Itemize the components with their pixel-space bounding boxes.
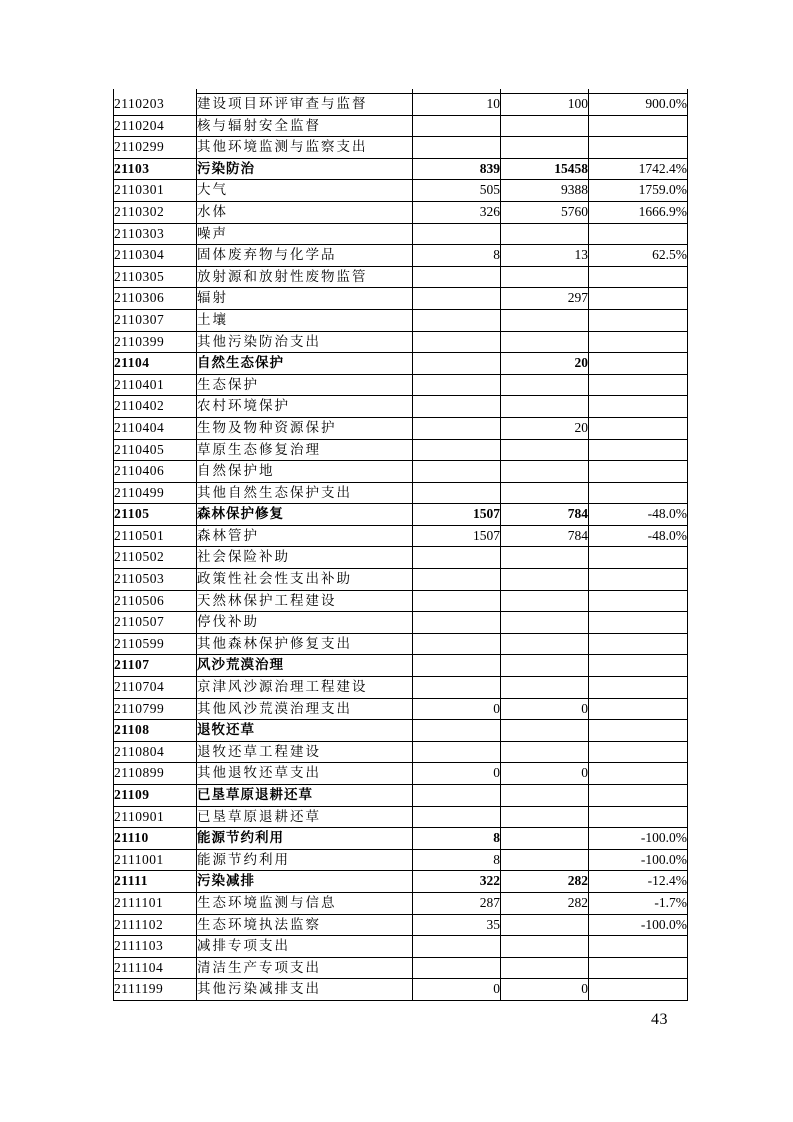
row-amount-prev bbox=[413, 396, 501, 418]
row-amount-prev bbox=[413, 785, 501, 807]
row-code: 2110799 bbox=[114, 698, 197, 720]
row-percent-change bbox=[589, 698, 688, 720]
page-number: 43 bbox=[651, 1011, 668, 1028]
row-percent-change: -48.0% bbox=[589, 525, 688, 547]
row-amount-curr bbox=[501, 223, 589, 245]
row-percent-change bbox=[589, 741, 688, 763]
row-amount-curr: 13 bbox=[501, 245, 589, 267]
row-category-name: 水体 bbox=[197, 201, 413, 223]
row-code: 2110507 bbox=[114, 612, 197, 634]
table-row bbox=[114, 655, 688, 677]
row-code: 2110404 bbox=[114, 417, 197, 439]
row-amount-curr: 100 bbox=[501, 94, 589, 116]
row-category-name: 自然保护地 bbox=[197, 461, 413, 483]
row-amount-curr bbox=[501, 633, 589, 655]
row-amount-prev: 326 bbox=[413, 201, 501, 223]
row-code: 21109 bbox=[114, 785, 197, 807]
row-category-name: 其他自然生态保护支出 bbox=[197, 482, 413, 504]
row-category-name: 已垦草原退耕还草 bbox=[197, 806, 413, 828]
row-percent-change bbox=[589, 353, 688, 375]
budget-table bbox=[113, 89, 688, 1001]
row-amount-curr bbox=[501, 590, 589, 612]
row-category-name: 生态环境监测与信息 bbox=[197, 892, 413, 914]
row-category-name: 已垦草原退耕还草 bbox=[197, 785, 413, 807]
table-row bbox=[114, 763, 688, 785]
row-amount-prev bbox=[413, 374, 501, 396]
row-amount-curr: 282 bbox=[501, 871, 589, 893]
table-row bbox=[114, 612, 688, 634]
row-amount-curr: 784 bbox=[501, 525, 589, 547]
row-code: 2110399 bbox=[114, 331, 197, 353]
row-percent-change bbox=[589, 763, 688, 785]
table-row bbox=[114, 288, 688, 310]
row-percent-change bbox=[589, 655, 688, 677]
row-code: 2110203 bbox=[114, 94, 197, 116]
row-amount-curr bbox=[501, 828, 589, 850]
row-amount-curr bbox=[501, 547, 589, 569]
row-category-name: 其他污染防治支出 bbox=[197, 331, 413, 353]
row-percent-change bbox=[589, 417, 688, 439]
table-row bbox=[114, 677, 688, 699]
table-row bbox=[114, 374, 688, 396]
row-amount-curr bbox=[501, 137, 589, 159]
table-row bbox=[114, 698, 688, 720]
row-category-name: 土壤 bbox=[197, 309, 413, 331]
row-percent-change: -100.0% bbox=[589, 914, 688, 936]
row-category-name: 生态保护 bbox=[197, 374, 413, 396]
row-category-name: 污染防治 bbox=[197, 158, 413, 180]
row-amount-curr: 0 bbox=[501, 763, 589, 785]
row-category-name: 草原生态修复治理 bbox=[197, 439, 413, 461]
row-category-name: 其他森林保护修复支出 bbox=[197, 633, 413, 655]
row-amount-prev: 1507 bbox=[413, 504, 501, 526]
row-amount-prev bbox=[413, 309, 501, 331]
row-code: 21111 bbox=[114, 871, 197, 893]
table-row bbox=[114, 94, 688, 116]
row-percent-change bbox=[589, 288, 688, 310]
row-amount-curr bbox=[501, 569, 589, 591]
table-row bbox=[114, 633, 688, 655]
row-amount-prev bbox=[413, 439, 501, 461]
row-code: 21110 bbox=[114, 828, 197, 850]
table-row bbox=[114, 180, 688, 202]
row-code: 21104 bbox=[114, 353, 197, 375]
row-category-name: 放射源和放射性废物监管 bbox=[197, 266, 413, 288]
row-amount-curr bbox=[501, 266, 589, 288]
table-row bbox=[114, 482, 688, 504]
row-code: 2111001 bbox=[114, 849, 197, 871]
row-amount-prev bbox=[413, 936, 501, 958]
row-amount-curr: 0 bbox=[501, 979, 589, 1001]
row-amount-curr bbox=[501, 461, 589, 483]
row-percent-change bbox=[589, 223, 688, 245]
row-category-name: 能源节约利用 bbox=[197, 849, 413, 871]
row-category-name: 大气 bbox=[197, 180, 413, 202]
row-code: 21105 bbox=[114, 504, 197, 526]
row-amount-prev: 505 bbox=[413, 180, 501, 202]
row-amount-prev bbox=[413, 547, 501, 569]
row-code: 2110503 bbox=[114, 569, 197, 591]
row-amount-curr: 297 bbox=[501, 288, 589, 310]
row-category-name: 退牧还草工程建设 bbox=[197, 741, 413, 763]
row-code: 2110406 bbox=[114, 461, 197, 483]
row-category-name: 退牧还草 bbox=[197, 720, 413, 742]
row-category-name: 生态环境执法监察 bbox=[197, 914, 413, 936]
row-percent-change bbox=[589, 569, 688, 591]
row-percent-change bbox=[589, 482, 688, 504]
row-code: 2111104 bbox=[114, 957, 197, 979]
table-row bbox=[114, 720, 688, 742]
row-amount-curr bbox=[501, 482, 589, 504]
row-amount-prev bbox=[413, 482, 501, 504]
row-category-name: 政策性社会性支出补助 bbox=[197, 569, 413, 591]
table-row bbox=[114, 309, 688, 331]
row-amount-curr bbox=[501, 806, 589, 828]
row-percent-change: 900.0% bbox=[589, 94, 688, 116]
row-percent-change bbox=[589, 137, 688, 159]
row-percent-change bbox=[589, 396, 688, 418]
row-amount-prev bbox=[413, 137, 501, 159]
table-row bbox=[114, 806, 688, 828]
row-amount-curr: 15458 bbox=[501, 158, 589, 180]
row-amount-prev bbox=[413, 331, 501, 353]
row-amount-curr bbox=[501, 849, 589, 871]
row-code: 2111103 bbox=[114, 936, 197, 958]
table-row bbox=[114, 266, 688, 288]
table-row bbox=[114, 547, 688, 569]
row-amount-prev bbox=[413, 353, 501, 375]
row-amount-prev: 8 bbox=[413, 849, 501, 871]
row-category-name: 其他风沙荒漠治理支出 bbox=[197, 698, 413, 720]
row-amount-prev bbox=[413, 612, 501, 634]
table-row bbox=[114, 957, 688, 979]
row-code: 2110405 bbox=[114, 439, 197, 461]
row-percent-change bbox=[589, 785, 688, 807]
row-amount-prev: 8 bbox=[413, 245, 501, 267]
row-amount-prev bbox=[413, 590, 501, 612]
table-row bbox=[114, 245, 688, 267]
table-row bbox=[114, 417, 688, 439]
table-row bbox=[114, 137, 688, 159]
row-code: 2111101 bbox=[114, 892, 197, 914]
table-row bbox=[114, 785, 688, 807]
table-row bbox=[114, 504, 688, 526]
row-percent-change bbox=[589, 590, 688, 612]
row-amount-prev: 839 bbox=[413, 158, 501, 180]
table-row bbox=[114, 396, 688, 418]
table-row bbox=[114, 828, 688, 850]
table-row bbox=[114, 353, 688, 375]
row-category-name: 社会保险补助 bbox=[197, 547, 413, 569]
row-amount-prev: 0 bbox=[413, 698, 501, 720]
row-category-name: 生物及物种资源保护 bbox=[197, 417, 413, 439]
table-row bbox=[114, 936, 688, 958]
row-amount-prev: 1507 bbox=[413, 525, 501, 547]
table-row bbox=[114, 892, 688, 914]
row-percent-change bbox=[589, 439, 688, 461]
row-category-name: 森林管护 bbox=[197, 525, 413, 547]
row-code: 2110704 bbox=[114, 677, 197, 699]
row-percent-change bbox=[589, 309, 688, 331]
table-row bbox=[114, 439, 688, 461]
row-amount-curr: 784 bbox=[501, 504, 589, 526]
row-category-name: 噪声 bbox=[197, 223, 413, 245]
row-amount-prev: 322 bbox=[413, 871, 501, 893]
row-amount-curr bbox=[501, 331, 589, 353]
row-category-name: 森林保护修复 bbox=[197, 504, 413, 526]
row-code: 2111199 bbox=[114, 979, 197, 1001]
row-amount-curr bbox=[501, 677, 589, 699]
row-code: 2110899 bbox=[114, 763, 197, 785]
table-row bbox=[114, 115, 688, 137]
table-row bbox=[114, 331, 688, 353]
row-code: 2110301 bbox=[114, 180, 197, 202]
row-category-name: 其他环境监测与监察支出 bbox=[197, 137, 413, 159]
row-code: 2110304 bbox=[114, 245, 197, 267]
row-amount-prev bbox=[413, 957, 501, 979]
row-percent-change: -48.0% bbox=[589, 504, 688, 526]
row-category-name: 农村环境保护 bbox=[197, 396, 413, 418]
row-amount-prev bbox=[413, 569, 501, 591]
row-code: 2110901 bbox=[114, 806, 197, 828]
row-amount-curr: 282 bbox=[501, 892, 589, 914]
row-percent-change bbox=[589, 612, 688, 634]
row-category-name: 核与辐射安全监督 bbox=[197, 115, 413, 137]
row-percent-change: 1759.0% bbox=[589, 180, 688, 202]
row-percent-change bbox=[589, 936, 688, 958]
row-amount-prev bbox=[413, 741, 501, 763]
table-row bbox=[114, 914, 688, 936]
row-category-name: 自然生态保护 bbox=[197, 353, 413, 375]
row-code: 2110303 bbox=[114, 223, 197, 245]
row-percent-change bbox=[589, 806, 688, 828]
row-code: 2110401 bbox=[114, 374, 197, 396]
table-row bbox=[114, 461, 688, 483]
row-amount-curr bbox=[501, 914, 589, 936]
row-amount-prev: 35 bbox=[413, 914, 501, 936]
row-amount-curr bbox=[501, 309, 589, 331]
row-percent-change bbox=[589, 677, 688, 699]
row-amount-prev bbox=[413, 417, 501, 439]
row-code: 2110307 bbox=[114, 309, 197, 331]
row-amount-prev bbox=[413, 115, 501, 137]
row-percent-change bbox=[589, 547, 688, 569]
budget-table-body bbox=[114, 89, 688, 1000]
table-row bbox=[114, 201, 688, 223]
table-row bbox=[114, 223, 688, 245]
row-percent-change: -1.7% bbox=[589, 892, 688, 914]
row-category-name: 京津风沙源治理工程建设 bbox=[197, 677, 413, 699]
table-row bbox=[114, 741, 688, 763]
row-code: 2111102 bbox=[114, 914, 197, 936]
row-amount-curr: 20 bbox=[501, 353, 589, 375]
row-amount-curr bbox=[501, 115, 589, 137]
row-category-name: 能源节约利用 bbox=[197, 828, 413, 850]
row-amount-curr bbox=[501, 612, 589, 634]
row-code: 2110302 bbox=[114, 201, 197, 223]
row-code: 2110306 bbox=[114, 288, 197, 310]
row-percent-change bbox=[589, 957, 688, 979]
row-amount-curr bbox=[501, 720, 589, 742]
table-row bbox=[114, 525, 688, 547]
row-code: 2110502 bbox=[114, 547, 197, 569]
row-category-name: 清洁生产专项支出 bbox=[197, 957, 413, 979]
row-amount-curr: 20 bbox=[501, 417, 589, 439]
row-category-name: 天然林保护工程建设 bbox=[197, 590, 413, 612]
row-code: 2110402 bbox=[114, 396, 197, 418]
row-category-name: 其他退牧还草支出 bbox=[197, 763, 413, 785]
row-percent-change: 1666.9% bbox=[589, 201, 688, 223]
row-category-name: 固体废弃物与化学品 bbox=[197, 245, 413, 267]
row-code: 2110499 bbox=[114, 482, 197, 504]
row-category-name: 其他污染减排支出 bbox=[197, 979, 413, 1001]
row-amount-prev: 287 bbox=[413, 892, 501, 914]
row-amount-curr: 9388 bbox=[501, 180, 589, 202]
row-percent-change bbox=[589, 979, 688, 1001]
row-category-name: 污染减排 bbox=[197, 871, 413, 893]
row-amount-prev bbox=[413, 720, 501, 742]
row-percent-change bbox=[589, 720, 688, 742]
row-amount-curr bbox=[501, 396, 589, 418]
row-amount-prev bbox=[413, 288, 501, 310]
row-amount-prev bbox=[413, 633, 501, 655]
row-code: 21103 bbox=[114, 158, 197, 180]
row-percent-change: 1742.4% bbox=[589, 158, 688, 180]
row-percent-change: 62.5% bbox=[589, 245, 688, 267]
row-percent-change: -12.4% bbox=[589, 871, 688, 893]
row-code: 2110506 bbox=[114, 590, 197, 612]
table-row bbox=[114, 849, 688, 871]
row-amount-curr: 5760 bbox=[501, 201, 589, 223]
row-amount-prev bbox=[413, 655, 501, 677]
row-percent-change: -100.0% bbox=[589, 828, 688, 850]
row-amount-prev: 0 bbox=[413, 763, 501, 785]
row-category-name: 风沙荒漠治理 bbox=[197, 655, 413, 677]
table-row bbox=[114, 979, 688, 1001]
row-amount-curr bbox=[501, 439, 589, 461]
row-amount-prev bbox=[413, 677, 501, 699]
row-percent-change: -100.0% bbox=[589, 849, 688, 871]
row-amount-prev bbox=[413, 461, 501, 483]
row-category-name: 减排专项支出 bbox=[197, 936, 413, 958]
table-row bbox=[114, 158, 688, 180]
row-code: 2110804 bbox=[114, 741, 197, 763]
row-amount-curr: 0 bbox=[501, 698, 589, 720]
row-percent-change bbox=[589, 461, 688, 483]
row-category-name: 辐射 bbox=[197, 288, 413, 310]
row-amount-curr bbox=[501, 785, 589, 807]
row-amount-prev: 10 bbox=[413, 94, 501, 116]
row-code: 2110204 bbox=[114, 115, 197, 137]
budget-table-container bbox=[113, 89, 688, 1001]
table-row bbox=[114, 590, 688, 612]
row-amount-curr bbox=[501, 374, 589, 396]
row-amount-prev bbox=[413, 266, 501, 288]
row-code: 2110299 bbox=[114, 137, 197, 159]
row-percent-change bbox=[589, 374, 688, 396]
row-amount-prev bbox=[413, 223, 501, 245]
row-amount-curr bbox=[501, 741, 589, 763]
row-amount-prev: 8 bbox=[413, 828, 501, 850]
row-category-name: 建设项目环评审查与监督 bbox=[197, 94, 413, 116]
row-amount-curr bbox=[501, 957, 589, 979]
table-row bbox=[114, 569, 688, 591]
row-code: 21108 bbox=[114, 720, 197, 742]
table-row bbox=[114, 871, 688, 893]
row-percent-change bbox=[589, 633, 688, 655]
row-code: 2110305 bbox=[114, 266, 197, 288]
row-percent-change bbox=[589, 115, 688, 137]
row-percent-change bbox=[589, 266, 688, 288]
row-amount-curr bbox=[501, 936, 589, 958]
row-percent-change bbox=[589, 331, 688, 353]
row-amount-curr bbox=[501, 655, 589, 677]
row-code: 21107 bbox=[114, 655, 197, 677]
row-category-name: 停伐补助 bbox=[197, 612, 413, 634]
row-code: 2110599 bbox=[114, 633, 197, 655]
row-code: 2110501 bbox=[114, 525, 197, 547]
row-amount-prev: 0 bbox=[413, 979, 501, 1001]
row-amount-prev bbox=[413, 806, 501, 828]
